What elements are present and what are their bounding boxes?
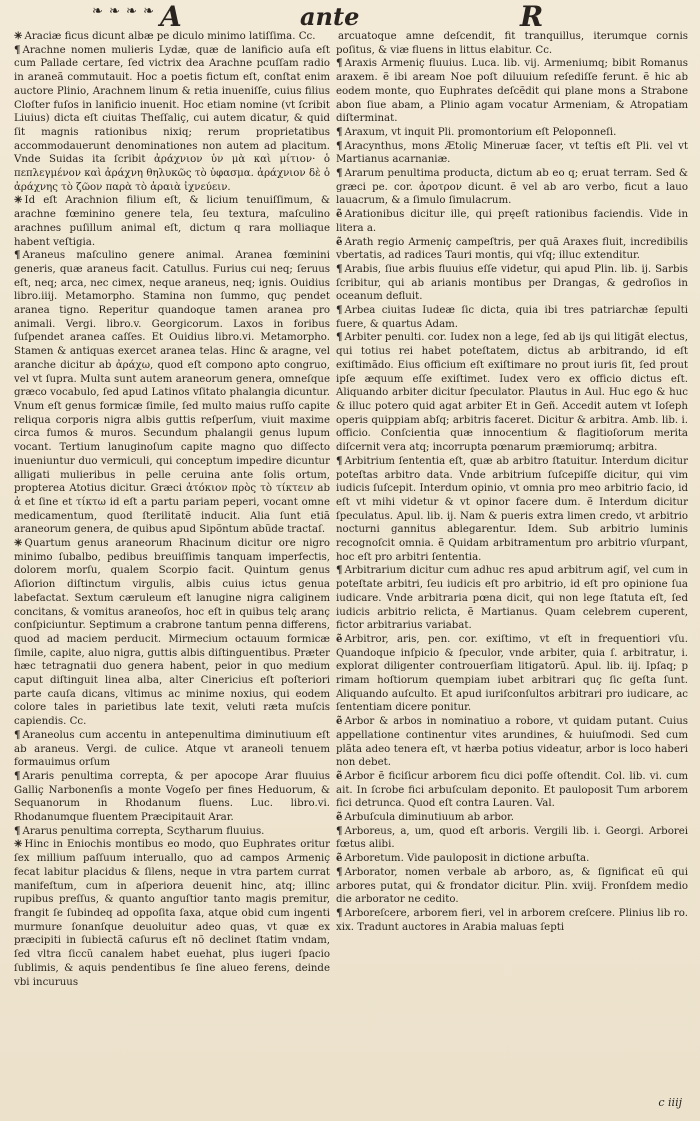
- signature-mark: c iiij: [658, 1096, 682, 1109]
- entry-text: Arboretum. Vide pauloposit in dictione arbuſta.: [344, 853, 590, 865]
- entry-text: Araciæ ficus dicunt albæ pe diculo minimo latiſſima. Cc.: [24, 31, 316, 42]
- dictionary-entry: [336, 866, 688, 907]
- dictionary-entry: [336, 715, 688, 770]
- dictionary-entry: [336, 770, 688, 811]
- dictionary-entry: [14, 729, 330, 770]
- entry-mark: ¶: [336, 865, 343, 878]
- dictionary-entry: [14, 537, 330, 729]
- entry-text: Arboreus, a, um, quod eſt arboris. Vergili lib. i. Georgi. Arborei fœtus alibi.: [336, 825, 688, 851]
- dictionary-entry: [14, 194, 330, 249]
- entry-mark: ¶: [14, 43, 21, 56]
- entry-mark: ¶: [336, 331, 343, 344]
- dictionary-entry: [336, 852, 688, 866]
- entry-text: Ararus penultima correpta, Scytharum fluuius.: [22, 825, 265, 837]
- dictionary-entry: [336, 811, 688, 825]
- entry-text: Araxis Armeniç fluuius. Luca. lib. vij. Armeniumq; bibit Romanus araxem. ẽ ibi aream Noe poſt diluuium reſediſſe ferunt. ẽ hic ab eodem monte, quo Euphrates deſcẽdit qui plane mons a Strabone abon ſiue abam, a Plinio agam vocatur Armeniam, & Atropatiam diſterminat.: [336, 58, 688, 125]
- entry-text: Arborator, nomen verbale ab arboro, as, & ſignificat eũ qui arbores putat, qui & frondator dicitur. Plin. xviij. Fronſdem medio die arborator ne cedito.: [336, 866, 688, 906]
- dictionary-entry: [336, 564, 688, 633]
- dictionary-entry: [336, 907, 688, 934]
- entry-text: Hinc in Eniochis montibus eo modo, quo Euphrates oritur ſex millium paſſuum interuallo, quo ad campos Armeniç fecat labitur placidus & ſilens, neque in vtra partem currat manifeſtum, cum in aſperiora deuenit hinc, atq; illinc rupibus preſſus, & quanto anguſtior tanto magis premitur, frangit ſe ſubindeq ad oppoſita ſaxa, atque obid cum ingenti murmure ſonanſque deuoluitur adeo quas, vt quæ ex præcipiti in ſubiectã caſurus eſt nõ declinet ſtatim vndam, ſed vltra ſiccũ canalem habet euehat, plus iugeri ſpacio ſublimis, & aquis pendentibus ſe ſine alueo ferens, deinde vbi incuruus: [14, 839, 330, 988]
- entry-text: Araneus maſculino genere animal. Aranea fœminini generis, quæ araneus facit. Catullus. Furius cui neq; ſeruus eſt, neq; arca, nec cimex, neque araneus, neq; ignis. Ouidius libro.iiij. Metamorpho. Stamina non ſummo, quç pendet aranea tigno. Reperitur quandoque tamen aranea pro animali. Vergi. libro.v. Georgicorum. Laxos in foribus ſuſpendet aranea caſſes. Et Ouidius libro.vi. Metamorpho. Stamen & antiquas exercet aranea telas. Hinc & aragne, vel aranche dicitur ab ἀράχω, quod eſt compono apto congruo, vel vt ſupra. Multa sunt autem araneorum genera, omneſque græco vocabulo, ſed apud Latinos vſitato phalangia dicuntur. Vnum eſt genus formicæ ſimile, ſed multo maius ruſſo capite reliqua corporis nigra albis guttis reſperſum, viuit maxime circa fumos & muros. Secundum phalangii genus lupum vocant. Tertium lanuginoſum capite magno quo diſſecto inueniuntur duo vermiculi, qui conceptum impedire dicuntur alligati mulieribus in pelle ceruina ante ſolis ortum, propterea Atotius dicitur. Græci ἀτόκιον πρὸς τὸ τίκτειν ab ἀ et ſine et τίκτω id eſt a partu pariam peperi, vocant omne medicamentum, quod ſterilitatẽ inducit. Alia ſunt etiã araneorum genera, de quibus apud Sipõntum abũde tractaſ.: [14, 250, 330, 536]
- entry-mark: ¶: [14, 824, 21, 837]
- right-text-column: [336, 30, 688, 934]
- entry-mark: ¶: [14, 769, 21, 782]
- entry-mark: ẽ: [336, 769, 343, 782]
- entry-text: Araxum, vt inquit Pli. promontorium eſt Peloponneſi.: [344, 126, 617, 138]
- entry-mark: ¶: [336, 167, 343, 180]
- entry-text: Quartum genus araneorum Rhacinum dicitur ore nigro minimo ſubalbo, pedibus breuiſſimis tanquam imperfectis, dolorem morſu, qualem Scorpio facit. Quintum genus Aſiorion diſtinctum virgulis, albis cuius ictus genua labefactat. Sextum cæruleum eſt lanugine nigra caliginem concitans, & vomitus araneoſos, hoc eſt in quibus telç aranç conſpiciuntur. Septimum a crabrone tantum penna differens, quod ad maciem perducit. Mirmecium octauum formicæ ſimile, capite, aluo nigra, guttis albis diſtinguentibus. Præter hæc tetragnatii duo genera habent, peior in quo medium caput diſtinguit linea alba, alter Cinericius eſt poſteriori parte cauſa dicans, vltimus ac minime noxius, qui eodem colore tales in parietibus late texit, veluti ræta muſcis capiendis. Cc.: [14, 538, 330, 728]
- dictionary-entry: [336, 208, 688, 235]
- left-text-column: [14, 30, 330, 989]
- dictionary-entry: [14, 770, 330, 825]
- entry-mark: ¶: [336, 139, 343, 152]
- entry-mark: ¶: [336, 907, 343, 919]
- entry-mark: ẽ: [336, 208, 343, 221]
- entry-mark: ¶: [14, 728, 21, 741]
- entry-text: arcuatoque amne deſcendit, fit tranquillus, iterumque cornis poſitus, & viæ fluens in littus elabitur. Cc.: [336, 31, 688, 56]
- entry-text: Arachne nomen mulieris Lydæ, quæ de lanificio auſa eſt cum Pallade certare, ſed victrix dea Arachne pcuſſam radio in araneã commutauit. Hoc a poetis fictum eſt, conſtat enim auctore Plinio, Arachnem linum & retia inueniſſe, cuius filius Cloſter fuſos in lanificio inuenit. Hoc etiam nomine (vt ſcribit Liuius) dicta eſt ciuitas Theſſaliç, cui autem dicatur, & quid ſit magnis rationibus nixiq; rerum proprietatibus accommodauerunt denominationes non autem ad placitum. Vnde Suidas ita ſcribit ἀράχνιον ὑν μὰ καὶ μίτιον· ὁ πεπλεγμένον καὶ ἀράχνη θηλυκῶς τὸ ὑφασμα. ἀράχνιον δὲ ὁ ἀράχνης τὸ ζῶον παρὰ τὸ ἀραιὰ ἰχνεύειν.: [14, 44, 330, 193]
- entry-text: Arbuſcula diminutiuum ab arbor.: [344, 812, 515, 824]
- entry-text: Arabis, ſiue arbis fluuius eſſe videtur, qui apud Plin. lib. ij. Sarbis ſcribitur, qui ab arianis montibus per Drangas, & gedroſios in oceanum defluit.: [336, 263, 688, 303]
- entry-text: Arbor ẽ ficiſicur arborem ficu dici poſſe oſtendit. Col. lib. vi. cum ait. In ſcrobe fici arbuſculam deponito. Et pauloposit Tum arborem fici detrunca. Quod eſt contra Lauren. Val.: [336, 770, 688, 810]
- entry-mark: ¶: [14, 249, 21, 262]
- entry-mark: ¶: [336, 262, 343, 275]
- dictionary-entry: [336, 236, 688, 263]
- entry-mark: ✳: [14, 30, 23, 42]
- entry-text: Araneolus cum accentu in antepenultima diminutiuum eſt ab araneus. Vergi. de culice. Atque vt araneoli tenuem formauimus orſum: [14, 729, 330, 769]
- header-letter-left: A: [160, 0, 182, 33]
- entry-text: Id eſt Arachnion filium eſt, & licium tenuiſſimum, & arachne fœminino genere tela, ſeu textura, maſculino arachnes puſillum animal eſt, dictum q rara molliaque habent veſtigia.: [14, 195, 330, 248]
- entry-text: Arationibus dicitur ille, qui pręeſt rationibus faciendis. Vide in litera a.: [336, 209, 688, 234]
- dictionary-entry: [336, 30, 688, 57]
- entry-mark: ẽ: [336, 632, 343, 645]
- entry-text: Aracynthus, mons Ætoliç Mineruæ ſacer, vt teſtis eſt Pli. vel vt Martianus acarnaniæ.: [336, 140, 688, 166]
- entry-mark: ẽ: [336, 811, 343, 824]
- entry-mark: ẽ: [336, 715, 343, 728]
- entry-text: Arbitrarium dicitur cum adhuc res apud arbitrum agiſ, vel cum in poteſtate arbitri, ſeu iudicis eſt pro arbitrio, id eſt pro opinione ſua iudicare. Vnde arbitraria pœna dicit, qui non lege ſtatuta eſt, ſed iudicis arbitrio relicta, ẽ Martianus. Quam celebrem cuperent, fictor arbitrarius variabat.: [336, 565, 688, 632]
- entry-text: Arboreſcere, arborem fieri, vel in arborem creſcere. Plinius lib ro. xix. Tradunt auctores in Arabia maluas ſepti: [336, 908, 688, 933]
- entry-text: Arbea ciuitas Iudeæ ſic dicta, quia ibi tres patriarchæ ſepulti fuere, & quartus Adam.: [336, 305, 688, 330]
- entry-mark: ẽ: [336, 235, 343, 248]
- entry-mark: ¶: [336, 304, 343, 317]
- dictionary-entry: [336, 455, 688, 565]
- header-letter-right: R: [520, 0, 544, 33]
- running-header: [0, 0, 700, 33]
- dictionary-entry: [336, 263, 688, 304]
- header-catchword: ante: [300, 2, 360, 31]
- dictionary-entry: [336, 140, 688, 167]
- dictionary-entry: [14, 249, 330, 537]
- entry-mark: ✳: [14, 838, 23, 851]
- entry-text: Arbiter penulti. cor. Iudex non a lege, ſed ab ijs qui litigãt electus, qui totius rei habet poteſtatem, dictus ab arbitrando, id eſt exiſtimãdo. Eius officium eſt exiſtimare no prout iuris ſit, ſed prout ipſe æquum eſſe exiſtimet. Iudex vero ex officio dictus eſt. Aliquando arbiter dicitur ſpeculator. Plautus in Aul. Huc ego & huc & illuc potero quid agat arbiter Et in Geñ. Accedit autem vt Ioſeph operis quippiam abſq; arbitris faceret. Dicitur & arbitra. Amb. lib. i. officio. Conſcientia quæ innocentium & flagitioſorum merita diſcernit vera atq; incorrupta pœnarum præmiorumq; arbitra.: [336, 332, 688, 454]
- entry-text: Araris penultima correpta, & per apocope Arar fluuius Galliç Narbonenſis a monte Vogeſo per fines Heduorum, & Sequanorum in Rhodanum fluens. Luc. libro.vi. Rhodanumque fluentem Præcipitauit Arar.: [14, 770, 330, 824]
- dictionary-entry: [14, 838, 330, 989]
- dictionary-entry: [336, 126, 688, 140]
- dictionary-entry: [336, 825, 688, 852]
- entry-mark: ¶: [336, 125, 343, 138]
- dictionary-entry: [14, 825, 330, 839]
- entry-text: Arbitror, aris, pen. cor. exiſtimo, vt eſt in frequentiori vſu. Quandoque inſpicio & ſpeculor, vnde arbiter, quia ſ. arbitratur, i. explorat diligenter controuerſiam litigatorũ. Apul. lib. iij. Ipſaq; p rimam hoſtiorum quempiam iubet arbitrari quç ſic geſta ſunt. Aliquando auſculto. Et apud iuriſconſultos arbitrari pro iudicare, ac ſententiam dicere ponitur.: [336, 633, 688, 714]
- entry-text: Ararum penultima producta, dictum ab eo q; eruat terram. Sed & græci pe. cor. ἀροτρον dicunt. ẽ vel ab aro verbo, ficut a lauo lauacrum, & a ſimulo ſimulacrum.: [336, 168, 688, 207]
- entry-text: Arath regio Armeniç campeſtris, per quã Araxes fluit, incredibilis vbertatis, ad radices Tauri montis, qui vſq; illuc extenditur.: [336, 236, 688, 262]
- entry-mark: ¶: [336, 454, 343, 467]
- dictionary-entry: [336, 331, 688, 454]
- entry-mark: ✳: [14, 194, 23, 207]
- dictionary-entry: [336, 304, 688, 331]
- entry-text: Arbor & arbos in nominatiuo a robore, vt quidam putant. Cuius appellatione continentur vites arundines, & huiuſmodi. Sed cum plãta adeo tenera eſt, vt hærba potius videatur, arbor is loco haberi non debet.: [336, 716, 688, 769]
- entry-mark: ¶: [336, 564, 343, 577]
- entry-mark: ✳: [14, 537, 23, 550]
- entry-mark: ¶: [336, 57, 343, 70]
- dictionary-entry: [14, 30, 330, 44]
- entry-text: Arbitrium ſententia eſt, quæ ab arbitro ſtatuitur. Interdum dicitur poteſtas arbitro data. Vnde arbitrium ſuſcepiſſe dicitur, qui vim iudicis ſuſcepit. Interdum opinio, vt omnia pro meo arbitrio facio, id eſt vt mihi videtur & vt opinor facere dum. ẽ Interdum dicitur ſpeculatus. Apul. lib. ij. Nam & pueris extra limen credo, vt arbitrio nocturni gannitus ablegarentur. Idem. Sub arbitrio luminis recognoſcit omnia. ẽ Quidam arbitramentum pro arbitrio vſurpant, hoc eſt pro arbitri ſententia.: [336, 455, 688, 563]
- entry-mark: ¶: [336, 824, 343, 837]
- dictionary-entry: [336, 57, 688, 126]
- header-ornament: ❧ ❧ ❧ ❧: [92, 4, 155, 19]
- dictionary-entry: [336, 167, 688, 208]
- dictionary-entry: [14, 44, 330, 195]
- entry-mark: ẽ: [336, 852, 343, 865]
- dictionary-entry: [336, 633, 688, 715]
